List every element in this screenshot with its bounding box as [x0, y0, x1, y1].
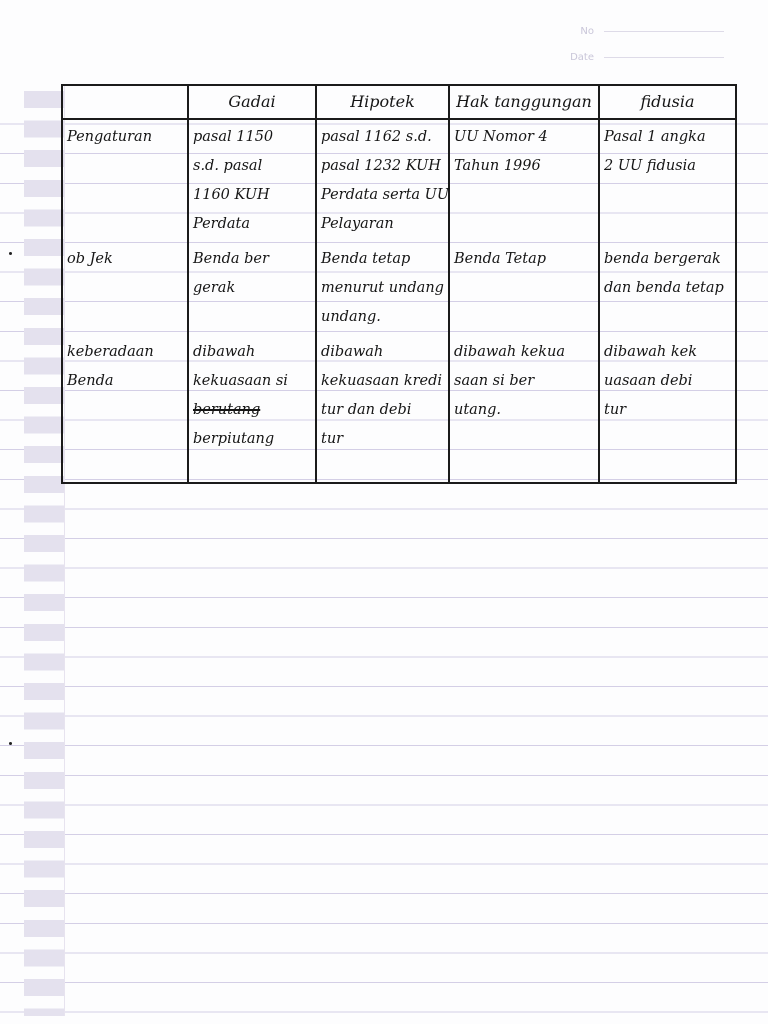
- ink-speck: [9, 252, 12, 255]
- cell-gadai-keberadaan: dibawah kekuasaan si berutang berpiutang: [188, 335, 316, 483]
- cell-hak-tanggungan-pengaturan: UU Nomor 4 Tahun 1996: [449, 119, 599, 242]
- cell-fidusia-pengaturan: Pasal 1 angka 2 UU fidusia: [599, 119, 736, 242]
- table-header-row: [62, 85, 736, 119]
- no-label: No: [580, 26, 594, 37]
- cell-hak-tanggungan-objek: Benda Tetap: [449, 242, 599, 335]
- page-header-area: [0, 0, 768, 90]
- date-label: Date: [570, 52, 594, 63]
- no-line: [604, 31, 724, 32]
- cell-gadai-pengaturan: pasal 1150 s.d. pasal 1160 KUH Perdata: [188, 119, 316, 242]
- row-label-objek: ob Jek: [62, 242, 188, 335]
- struck-through-text: berutang: [193, 402, 261, 418]
- no-field: [580, 26, 724, 37]
- row-label-pengaturan: Pengaturan: [62, 119, 188, 242]
- date-field: [570, 52, 724, 63]
- cell-hak-tanggungan-keberadaan: dibawah kekua saan si ber utang.: [449, 335, 599, 483]
- cell-gadai-objek: Benda ber gerak: [188, 242, 316, 335]
- cell-hipotek-objek: Benda tetap menurut undang undang.: [316, 242, 449, 335]
- ink-speck: [9, 742, 12, 745]
- cell-hipotek-keberadaan: dibawah kekuasaan kredi tur dan debi tur: [316, 335, 449, 483]
- header-cell-gadai: Gadai: [188, 85, 316, 119]
- comparison-table: [61, 84, 737, 484]
- spiral-binding-margin: [24, 86, 65, 1016]
- cell-fidusia-keberadaan: dibawah kek uasaan debi tur: [599, 335, 736, 483]
- header-cell-fidusia: fidusia: [599, 85, 736, 119]
- table-row-keberadaan-benda: [62, 335, 736, 483]
- header-cell-hipotek: Hipotek: [316, 85, 449, 119]
- cell-fidusia-objek: benda bergerak dan benda tetap: [599, 242, 736, 335]
- header-cell-blank: [62, 85, 188, 119]
- row-label-keberadaan-benda: keberadaan Benda: [62, 335, 188, 483]
- cell-hipotek-pengaturan: pasal 1162 s.d. pasal 1232 KUH Perdata serta UU Pelayaran: [316, 119, 449, 242]
- table-row-pengaturan: [62, 119, 736, 242]
- table-row-objek: [62, 242, 736, 335]
- header-cell-hak-tanggungan: Hak tanggungan: [449, 85, 599, 119]
- date-line: [604, 57, 724, 58]
